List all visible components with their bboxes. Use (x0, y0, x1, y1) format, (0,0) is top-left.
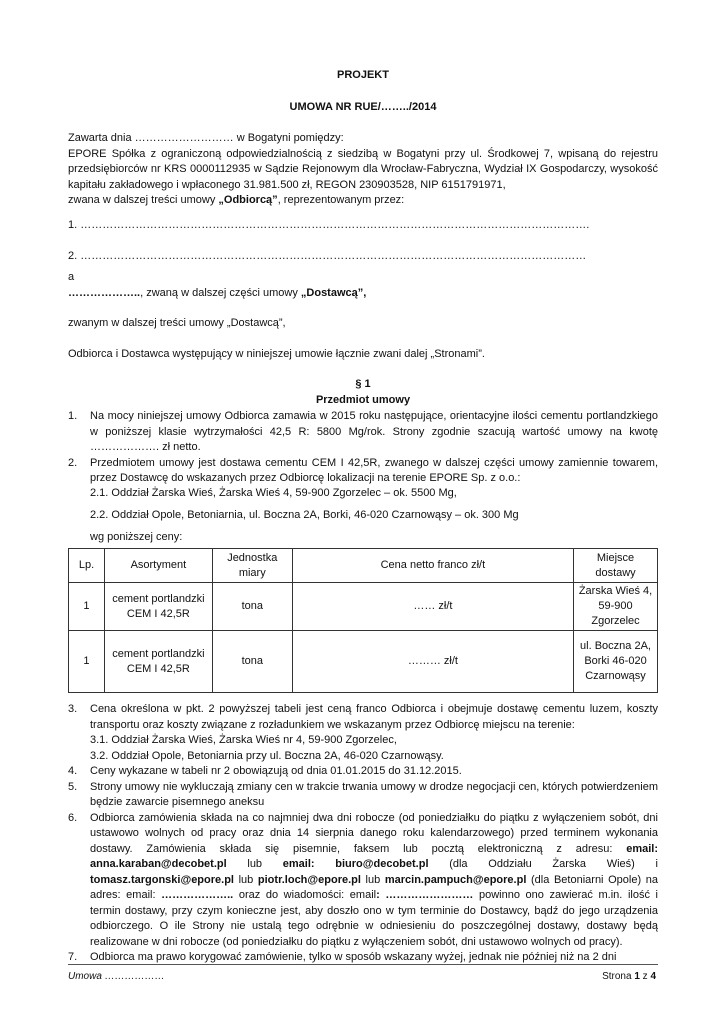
document-header-title: PROJEKT (337, 69, 389, 81)
representative-1: 1. …………………………………………………………………………………………………………………………. (68, 219, 590, 231)
list-item: 6. Odbiorca zamówienia składa na co najmniej dwa dni robocze (od poniedziałku do piątku z wyłączeniem sobót, dni ustawowo wolnych od pracy oraz dnia 14 sierpnia danego roku kalendarzowego) przed terminem wykonania dostawy. Zamówienia składa się pisemnie, faksem lub pocztą elektroniczną z adresu: email: anna.karaban@decobet.pl lub email: biuro@decobet.pl (dla Oddziału Żarska Wieś) i tomasz.targonski@epore.pl lub piotr.loch@epore.pl lub marcin.pampuch@epore.pl (dla Betoniarni Opole) na adres: email: ……………….. oraz do wiadomości: email: …………………… powinno ono zawierać m.in. ilość i termin dostawy, przy czym konieczne jest, aby doszło ono w tym terminie do Dostawcy, bądź do jego urządzenia odbiorczego. O ile Strony nie ustalą tego odrębnie w odniesieniu do poszczególnej dostawy, dostawy będą realizowane w dni robocze (od poniedziałku do piątku z wyłączeniem sobót, dni ustawowo wolnych od pracy). (68, 811, 658, 948)
header-price: Cena netto franco zł/t (292, 549, 573, 583)
location-1: 2.1. Oddział Żarska Wieś, Żarska Wieś 4, 59-900 Zgorzelec – ok. 5500 Mg, (90, 487, 457, 499)
table-row (69, 583, 658, 631)
page-number: Strona 1 z 4 (602, 971, 656, 982)
epore-description: EPORE Spółka z ograniczoną odpowiedzialnością z siedzibą w Bogatyni przy ul. Środkowej 7, wpisaną do rejestru przedsiębiorców nr KRS 0000112935 w Sądzie Rejonowym dla Wrocław-Fabryczna, Wydział IX Gospodarczy, wysokość kapitału zakładowego i wpłaconego 31.981.500 zł, REGON 230903528, NIP 6151791971, (68, 147, 658, 191)
cell-unit: tona (212, 583, 292, 631)
email-link[interactable]: anna.karaban@decobet.pl (90, 858, 227, 870)
prices-intro: wg poniższej ceny: (90, 531, 183, 543)
table-row (69, 631, 658, 693)
table-header-row (69, 549, 658, 583)
cell-unit: tona (212, 631, 292, 693)
location-2: 2.2. Oddział Opole, Betoniarnia, ul. Boczna 2A, Borki, 46-020 Czarnowąsy – ok. 300 Mg (90, 509, 519, 521)
cell-place: Żarska Wieś 4, 59-900 Zgorzelec (574, 583, 658, 631)
parties-definition: Odbiorca i Dostawca występujący w niniejszej umowie łącznie zwani dalej „Stronami”. (68, 348, 485, 360)
representative-2: 2. ………………………………………………………………………………………………………………………… (68, 250, 587, 262)
email-link[interactable]: piotr.loch@epore.pl (257, 873, 361, 886)
conjunction-a: a (68, 271, 75, 283)
list-item: 1. Na mocy niniejszej umowy Odbiorca zamawia w 2015 roku następujące, orientacyjne ilości cementu portlandzkiego w poniższej klasie wytrzymałości 42,5 R: 5800 Mg/rok. Strony zgodnie szacują wartość umowy na kwotę ………………. zł netto. (68, 410, 658, 453)
header-unit: Jednostka miary (212, 549, 292, 583)
intro-block (68, 131, 658, 209)
cell-place: ul. Boczna 2A, Borki 46-020 Czarnowąsy (574, 631, 658, 693)
list-item: 7. Odbiorca ma prawo korygować zamówienie, tylko w sposób wskazany wyżej, jednak nie później niż na 2 dni (68, 951, 617, 963)
cell-price: …… zł/t (292, 583, 573, 631)
intro-date-line: Zawarta dnia ……………………… w Bogatyni pomiędzy: (68, 132, 344, 144)
cell-product: cement portlandzki CEM I 42,5R (104, 631, 212, 693)
odbiorca-definition: zwana w dalszej treści umowy „Odbiorcą”, reprezentowanym przez: (68, 194, 405, 206)
dostawca-definition: ……………….., zwaną w dalszej części umowy „Dostawcą”, (68, 287, 367, 299)
footer-divider (68, 964, 658, 965)
sub-item: 3.1. Oddział Żarska Wieś, Żarska Wieś nr 4, 59-900 Zgorzelec, (90, 734, 397, 746)
section1-list (68, 409, 658, 487)
section-title: Przedmiot umowy (315, 394, 411, 406)
dostawca-definition-2: zwanym w dalszej treści umowy „Dostawcą”, (68, 317, 286, 329)
cell-lp: 1 (69, 631, 105, 693)
contract-number: UMOWA NR RUE/……../2014 (289, 101, 437, 113)
list-item: 4. Ceny wykazane w tabeli nr 2 obowiązują od dnia 01.01.2015 do 31.12.2015. (68, 765, 462, 777)
cell-price: ……… zł/t (292, 631, 573, 693)
header-place: Miejsce dostawy (574, 549, 658, 583)
footer-left: Umowa ……………… (68, 971, 165, 982)
cell-lp: 1 (69, 583, 105, 631)
list-item: 2. Przedmiotem umowy jest dostawa cementu CEM I 42,5R, zwanego w dalszej części umowy zamiennie towarem, przez Dostawcę do wskazanych przez Odbiorcę lokalizacji na terenie EPORE Sp. z o.o.: (68, 456, 658, 484)
email-link[interactable]: marcin.pampuch@epore.pl (384, 873, 527, 886)
sub-item: 3.2. Oddział Opole, Betoniarnia przy ul. Boczna 2A, 46-020 Czarnowąsy. (90, 749, 444, 762)
section-number: § 1 (355, 378, 371, 390)
terms-list (68, 702, 658, 966)
price-table (68, 548, 658, 693)
header-product: Asortyment (104, 549, 212, 583)
cell-product: cement portlandzki CEM I 42,5R (104, 583, 212, 631)
list-item: 3. Cena określona w pkt. 2 powyższej tabeli jest ceną franco Odbiorca i obejmuje dostawę cementu luzem, koszty transportu oraz koszty związane z rozładunkiem we wskazanym przez Odbiorcę miejscu na terenie: (68, 703, 658, 731)
list-item: 5. Strony umowy nie wykluczają zmiany cen w trakcie trwania umowy w drodze negocjacji cen, których potwierdzeniem będzie zawarcie pisemnego aneksu (68, 780, 658, 808)
email-link[interactable]: email: biuro@decobet.pl (282, 858, 429, 870)
email-link[interactable]: tomasz.targonski@epore.pl (90, 873, 234, 886)
header-lp: Lp. (69, 549, 105, 583)
